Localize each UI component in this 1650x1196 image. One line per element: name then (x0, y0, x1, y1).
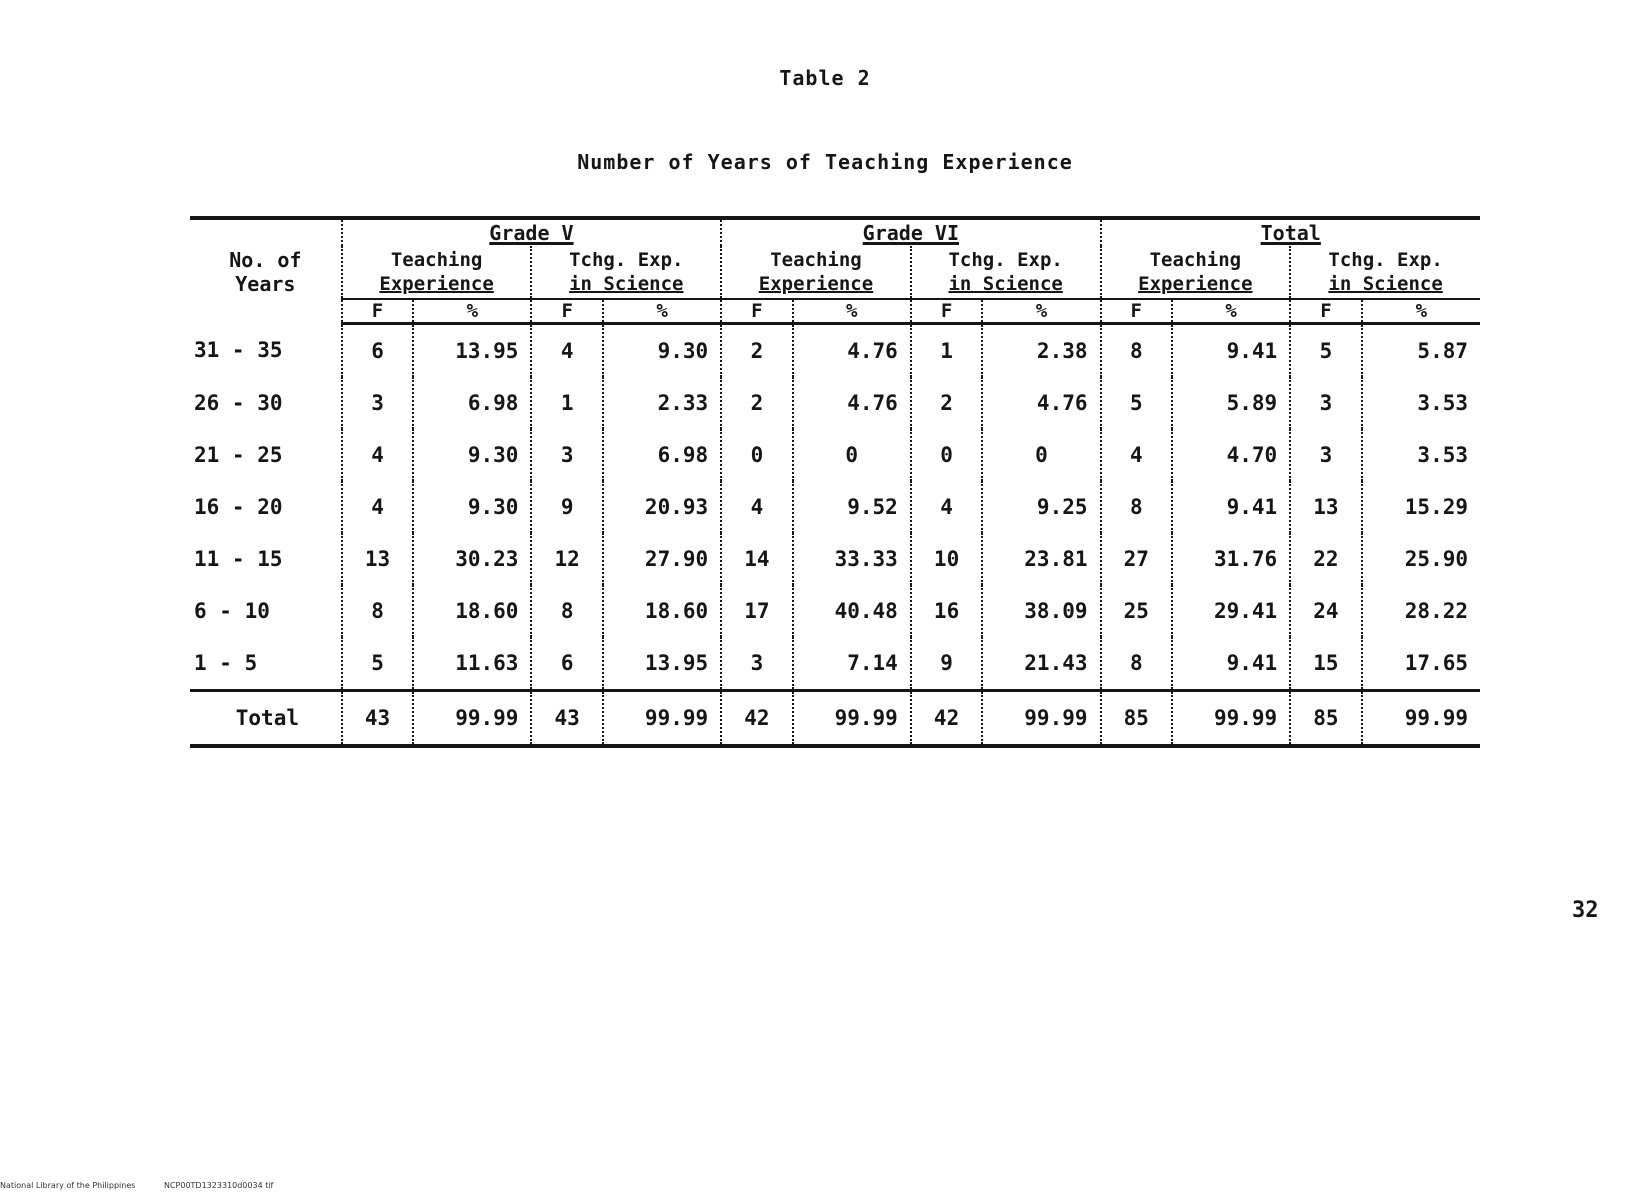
f-cell: 8 (1101, 637, 1173, 691)
f-cell: 2 (721, 324, 793, 378)
pct-cell: 29.41 (1172, 585, 1290, 637)
subgroup-header: Teaching Experience (1101, 246, 1291, 299)
f-cell: 3 (531, 429, 603, 481)
f-cell: 15 (1290, 637, 1362, 691)
f-cell: 3 (1290, 429, 1362, 481)
pct-cell: 7.14 (793, 637, 911, 691)
pct-column-header: % (793, 299, 911, 324)
pct-cell: 11.63 (413, 637, 531, 691)
total-f-cell: 43 (531, 691, 603, 747)
f-cell: 4 (911, 481, 983, 533)
years-cell: 11 - 15 (194, 547, 283, 571)
pct-cell: 27.90 (603, 533, 721, 585)
row-header-line-2: Years (235, 271, 296, 296)
pct-column-header: % (982, 299, 1100, 324)
pct-cell: 40.48 (793, 585, 911, 637)
f-cell: 14 (721, 533, 793, 585)
pct-cell: 9.41 (1172, 324, 1290, 378)
f-cell: 9 (531, 481, 603, 533)
pct-cell: 2.33 (603, 377, 721, 429)
f-cell: 3 (342, 377, 414, 429)
f-cell: 0 (911, 429, 983, 481)
f-cell: 8 (1101, 324, 1173, 378)
table-caption: Number of Years of Teaching Experience (577, 150, 1073, 174)
total-pct-cell: 99.99 (982, 691, 1100, 747)
table-header (190, 218, 1480, 324)
f-cell: 17 (721, 585, 793, 637)
total-pct-cell: 99.99 (793, 691, 911, 747)
pct-cell: 9.52 (793, 481, 911, 533)
total-f-cell: 85 (1101, 691, 1173, 747)
years-cell: 16 - 20 (194, 495, 283, 519)
table-body (190, 324, 1480, 747)
f-column-header: F (1290, 299, 1362, 324)
pct-cell: 31.76 (1172, 533, 1290, 585)
table-row (190, 585, 1480, 637)
page-number: 32 (1572, 898, 1599, 923)
f-cell: 3 (1290, 377, 1362, 429)
f-cell: 4 (721, 481, 793, 533)
f-cell: 8 (1101, 481, 1173, 533)
header-fp-row (190, 299, 1480, 324)
f-cell: 13 (342, 533, 414, 585)
years-cell: 21 - 25 (194, 443, 283, 467)
f-cell: 24 (1290, 585, 1362, 637)
pct-cell: 15.29 (1362, 481, 1480, 533)
pct-cell: 9.30 (603, 324, 721, 378)
pct-cell: 0 (982, 429, 1100, 481)
pct-column-header: % (1172, 299, 1290, 324)
total-label: Total (190, 691, 342, 747)
pct-cell: 9.41 (1172, 637, 1290, 691)
f-column-header: F (531, 299, 603, 324)
f-cell: 4 (1101, 429, 1173, 481)
group-header-grade-vi: Grade VI (721, 218, 1100, 246)
f-column-header: F (721, 299, 793, 324)
pct-cell: 9.25 (982, 481, 1100, 533)
f-cell: 16 (911, 585, 983, 637)
total-row (190, 691, 1480, 747)
total-pct-cell: 99.99 (1172, 691, 1290, 747)
pct-cell: 4.76 (793, 324, 911, 378)
header-group-row (190, 218, 1480, 246)
f-column-header: F (1101, 299, 1173, 324)
footer (0, 1181, 299, 1190)
row-header-cell (190, 218, 342, 324)
pct-cell: 2.38 (982, 324, 1100, 378)
years-cell: 6 - 10 (194, 599, 270, 623)
table-number: Table 2 (779, 66, 871, 90)
pct-cell: 5.87 (1362, 324, 1480, 378)
pct-cell: 13.95 (413, 324, 531, 378)
pct-cell: 4.70 (1172, 429, 1290, 481)
f-cell: 9 (911, 637, 983, 691)
years-cell: 31 - 35 (194, 338, 283, 363)
years-cell: 26 - 30 (194, 391, 283, 415)
total-pct-cell: 99.99 (1362, 691, 1480, 747)
pct-cell: 20.93 (603, 481, 721, 533)
subgroup-header: Teaching Experience (721, 246, 911, 299)
f-cell: 3 (721, 637, 793, 691)
pct-column-header: % (413, 299, 531, 324)
total-f-cell: 85 (1290, 691, 1362, 747)
f-cell: 5 (1101, 377, 1173, 429)
f-cell: 5 (342, 637, 414, 691)
f-cell: 12 (531, 533, 603, 585)
table-row (190, 324, 1480, 378)
header-subgroup-row (190, 246, 1480, 299)
pct-cell: 38.09 (982, 585, 1100, 637)
total-f-cell: 42 (721, 691, 793, 747)
pct-cell: 4.76 (982, 377, 1100, 429)
footer-library: National Library of the Philippines (0, 1181, 136, 1190)
f-cell: 6 (531, 637, 603, 691)
total-f-cell: 43 (342, 691, 414, 747)
pct-cell: 25.90 (1362, 533, 1480, 585)
f-cell: 2 (721, 377, 793, 429)
subgroup-header: Tchg. Exp. in Science (531, 246, 721, 299)
pct-cell: 5.89 (1172, 377, 1290, 429)
f-cell: 27 (1101, 533, 1173, 585)
f-cell: 6 (342, 324, 414, 378)
pct-cell: 6.98 (603, 429, 721, 481)
table-row (190, 533, 1480, 585)
f-cell: 2 (911, 377, 983, 429)
years-cell: 1 - 5 (194, 651, 258, 675)
pct-cell: 0 (793, 429, 911, 481)
group-header-total: Total (1101, 218, 1481, 246)
pct-cell: 9.41 (1172, 481, 1290, 533)
footer-file-id: NCP00TD1323310d0034 tif (163, 1181, 274, 1190)
table-row (190, 481, 1480, 533)
f-column-header: F (342, 299, 414, 324)
f-cell: 8 (531, 585, 603, 637)
f-cell: 25 (1101, 585, 1173, 637)
pct-cell: 18.60 (413, 585, 531, 637)
row-header-line-1: No. of (229, 247, 302, 272)
pct-cell: 21.43 (982, 637, 1100, 691)
f-column-header: F (911, 299, 983, 324)
pct-column-header: % (603, 299, 721, 324)
table-container (190, 216, 1480, 748)
pct-cell: 30.23 (413, 533, 531, 585)
f-cell: 5 (1290, 324, 1362, 378)
pct-column-header: % (1362, 299, 1480, 324)
pct-cell: 33.33 (793, 533, 911, 585)
data-table (190, 216, 1480, 748)
f-cell: 1 (911, 324, 983, 378)
f-cell: 4 (342, 429, 414, 481)
subgroup-header: Tchg. Exp. in Science (911, 246, 1101, 299)
pct-cell: 23.81 (982, 533, 1100, 585)
f-cell: 13 (1290, 481, 1362, 533)
total-pct-cell: 99.99 (413, 691, 531, 747)
pct-cell: 3.53 (1362, 377, 1480, 429)
total-f-cell: 42 (911, 691, 983, 747)
pct-cell: 3.53 (1362, 429, 1480, 481)
f-cell: 10 (911, 533, 983, 585)
pct-cell: 28.22 (1362, 585, 1480, 637)
f-cell: 4 (342, 481, 414, 533)
subgroup-header: Teaching Experience (342, 246, 532, 299)
pct-cell: 13.95 (603, 637, 721, 691)
f-cell: 8 (342, 585, 414, 637)
pct-cell: 4.76 (793, 377, 911, 429)
table-row (190, 637, 1480, 691)
pct-cell: 6.98 (413, 377, 531, 429)
pct-cell: 9.30 (413, 429, 531, 481)
table-row (190, 429, 1480, 481)
f-cell: 4 (531, 324, 603, 378)
group-header-grade-v: Grade V (342, 218, 721, 246)
pct-cell: 18.60 (603, 585, 721, 637)
pct-cell: 17.65 (1362, 637, 1480, 691)
table-row (190, 377, 1480, 429)
subgroup-header: Tchg. Exp. in Science (1290, 246, 1480, 299)
f-cell: 22 (1290, 533, 1362, 585)
pct-cell: 9.30 (413, 481, 531, 533)
f-cell: 1 (531, 377, 603, 429)
total-pct-cell: 99.99 (603, 691, 721, 747)
f-cell: 0 (721, 429, 793, 481)
